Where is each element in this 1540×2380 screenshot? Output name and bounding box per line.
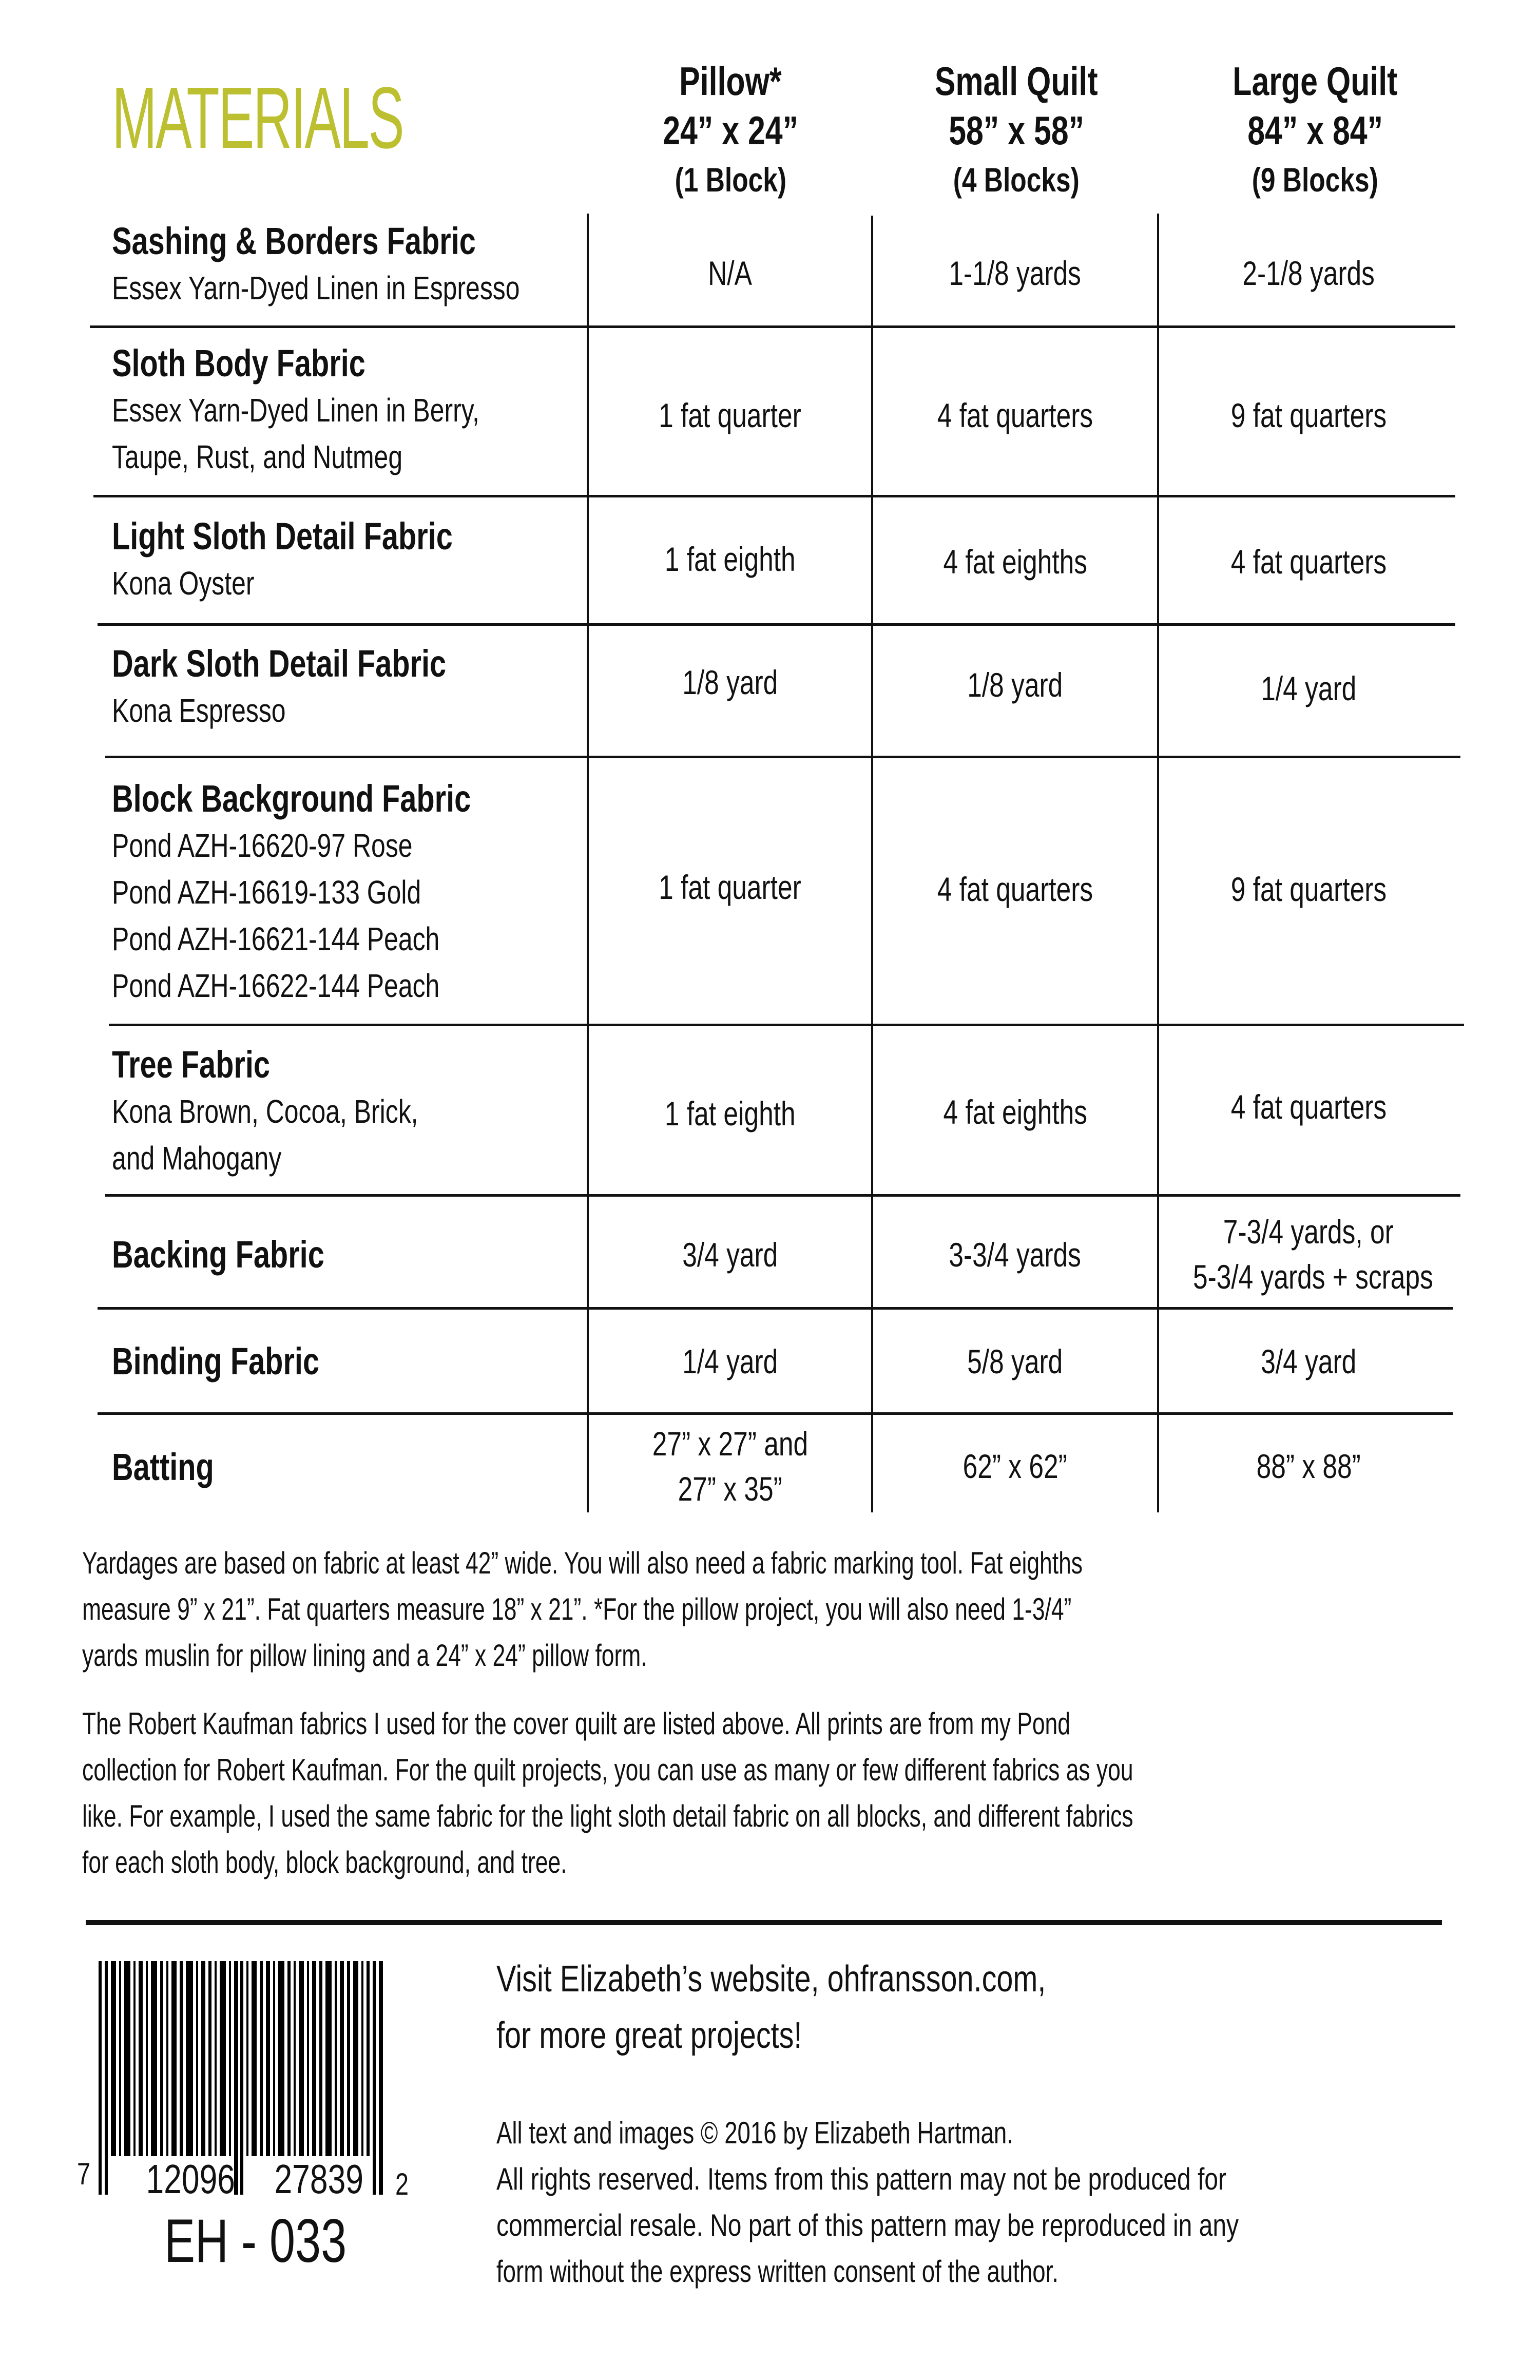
fabric-name: Block Background Fabric <box>112 777 471 820</box>
table-row-divider <box>98 623 1455 626</box>
table-cell: N/A <box>708 254 752 292</box>
table-cell: 1/8 yard <box>967 666 1063 704</box>
table-cell: 4 fat eighths <box>943 543 1087 581</box>
table-cell: 9 fat quarters <box>1230 870 1387 908</box>
table-cell: 4 fat quarters <box>1230 1088 1387 1126</box>
column-header-large-quilt <box>1171 56 1459 204</box>
fabric-detail: Pond AZH-16622-144 Peach <box>112 967 440 1004</box>
table-cell: 1 fat eighth <box>664 540 796 578</box>
column-size: 24” x 24” <box>663 108 798 153</box>
column-name: Pillow* <box>679 59 782 104</box>
column-blocks: (4 Blocks) <box>953 161 1080 199</box>
fabric-detail: Pond AZH-16619-133 Gold <box>112 874 421 911</box>
copyright-notice: All text and images © 2016 by Elizabeth Hartman. All rights reserved. Items from this pattern may not be produced for commercial resale. No part of this pattern may be reproduced in any form without the express written consent of the author. <box>496 2116 1239 2289</box>
table-cell: 1 fat quarter <box>659 396 801 434</box>
table-row-divider <box>105 1194 1460 1197</box>
table-cell: 4 fat quarters <box>937 396 1093 434</box>
table-cell: 62” x 62” <box>962 1447 1068 1485</box>
table-cell: 88” x 88” <box>1256 1447 1361 1485</box>
table-cell: 9 fat quarters <box>1230 396 1387 434</box>
table-cell: 1/8 yard <box>682 663 778 701</box>
column-name: Small Quilt <box>935 59 1098 104</box>
fabric-detail: Kona Oyster <box>112 565 255 602</box>
table-row-label <box>112 1338 378 1385</box>
pattern-code: EH - 033 <box>164 2206 347 2275</box>
fabric-name: Sashing & Borders Fabric <box>112 220 476 262</box>
fabric-name: Sloth Body Fabric <box>112 342 365 385</box>
fabric-detail: Essex Yarn-Dyed Linen in Berry, <box>112 392 479 429</box>
barcode-check-digit: 2 <box>395 2167 409 2201</box>
table-row-label <box>112 340 583 481</box>
table-cell: 4 fat quarters <box>1230 543 1387 581</box>
table-cell: 2-1/8 yards <box>1242 254 1375 292</box>
fabric-detail: Pond AZH-16621-144 Peach <box>112 920 440 957</box>
barcode <box>77 1961 488 2208</box>
fabric-detail: Taupe, Rust, and Nutmeg <box>112 438 403 475</box>
table-row-divider <box>105 756 1460 758</box>
table-row-divider <box>90 325 1455 328</box>
column-size: 58” x 58” <box>949 108 1084 153</box>
fabric-name: Tree Fabric <box>112 1043 270 1086</box>
column-header-small-quilt <box>873 56 1160 204</box>
fabric-name: Binding Fabric <box>112 1340 320 1383</box>
fabric-detail: Kona Brown, Cocoa, Brick, <box>112 1093 418 1130</box>
table-cell: 3-3/4 yards <box>949 1236 1082 1274</box>
table-row-divider <box>109 1024 1464 1026</box>
fabric-name: Backing Fabric <box>112 1233 324 1276</box>
column-blocks: (1 Block) <box>675 161 786 199</box>
table-cell: 4 fat eighths <box>943 1093 1087 1131</box>
fabric-detail: Pond AZH-16620-97 Rose <box>112 827 413 864</box>
fabric-detail: Kona Espresso <box>112 692 286 729</box>
title-text: MATERIALS <box>112 69 403 167</box>
table-row-label <box>112 1444 243 1491</box>
table-cell: 1 fat quarter <box>659 868 801 906</box>
table-row-label <box>112 513 549 607</box>
table-row-label <box>112 1231 384 1278</box>
table-row-divider <box>98 1412 1453 1415</box>
table-row-label <box>112 775 572 1009</box>
table-row-label <box>112 1041 505 1182</box>
table-cell: 1/4 yard <box>1260 669 1357 707</box>
fabric-detail: and Mahogany <box>112 1140 282 1177</box>
column-header-pillow <box>587 56 874 204</box>
yardage-note: Yardages are based on fabric at least 42” wide. You will also need a fabric marking tool. Fat eighths measure 9” x 21”. Fat quarters measure 18” x 21”. *For the pillow project, you will also need 1-3/4” yards muslin for pillow lining and a 24” x 24” pillow form. <box>82 1546 1083 1673</box>
table-cell: 4 fat quarters <box>937 870 1093 908</box>
fabric-detail: Essex Yarn-Dyed Linen in Espresso <box>112 270 520 306</box>
page-title <box>112 69 582 167</box>
table-cell: 1-1/8 yards <box>949 254 1082 292</box>
barcode-right-digits: 27839 <box>274 2156 363 2202</box>
table-cell: 27” x 27” and 27” x 35” <box>652 1425 808 1508</box>
table-cell: 1/4 yard <box>682 1342 778 1380</box>
fabric-name: Batting <box>112 1446 214 1488</box>
table-row-label <box>112 218 635 312</box>
fabric-note: The Robert Kaufman fabrics I used for the cover quilt are listed above. All prints are from my Pond collection for Robert Kaufman. For the quilt projects, you can use as many or few different fabrics as you like. For example, I used the same fabric for the light sloth detail fabric on all blocks, and different fabrics for each sloth body, block background, and tree. <box>82 1706 1133 1879</box>
table-cell: 5/8 yard <box>967 1342 1063 1380</box>
column-size: 84” x 84” <box>1247 108 1383 153</box>
fabric-name: Light Sloth Detail Fabric <box>112 515 453 558</box>
fabric-name: Dark Sloth Detail Fabric <box>112 642 447 685</box>
table-row-divider <box>93 495 1455 497</box>
table-row-divider <box>98 1307 1453 1310</box>
barcode-left-digits: 12096 <box>146 2156 235 2202</box>
table-cell: 3/4 yard <box>1260 1342 1357 1380</box>
table-cell: 7-3/4 yards, or 5-3/4 yards + scraps <box>1192 1213 1433 1296</box>
footer-divider <box>86 1920 1442 1925</box>
table-cell: 1 fat eighth <box>664 1095 796 1133</box>
column-blocks: (9 Blocks) <box>1252 161 1379 199</box>
barcode-lead-digit: 7 <box>77 2157 91 2191</box>
table-cell: 3/4 yard <box>682 1236 778 1274</box>
website-promo: Visit Elizabeth’s website, ohfransson.com, for more great projects! <box>496 1959 1046 2056</box>
table-row-label <box>112 640 541 734</box>
column-name: Large Quilt <box>1233 59 1398 104</box>
